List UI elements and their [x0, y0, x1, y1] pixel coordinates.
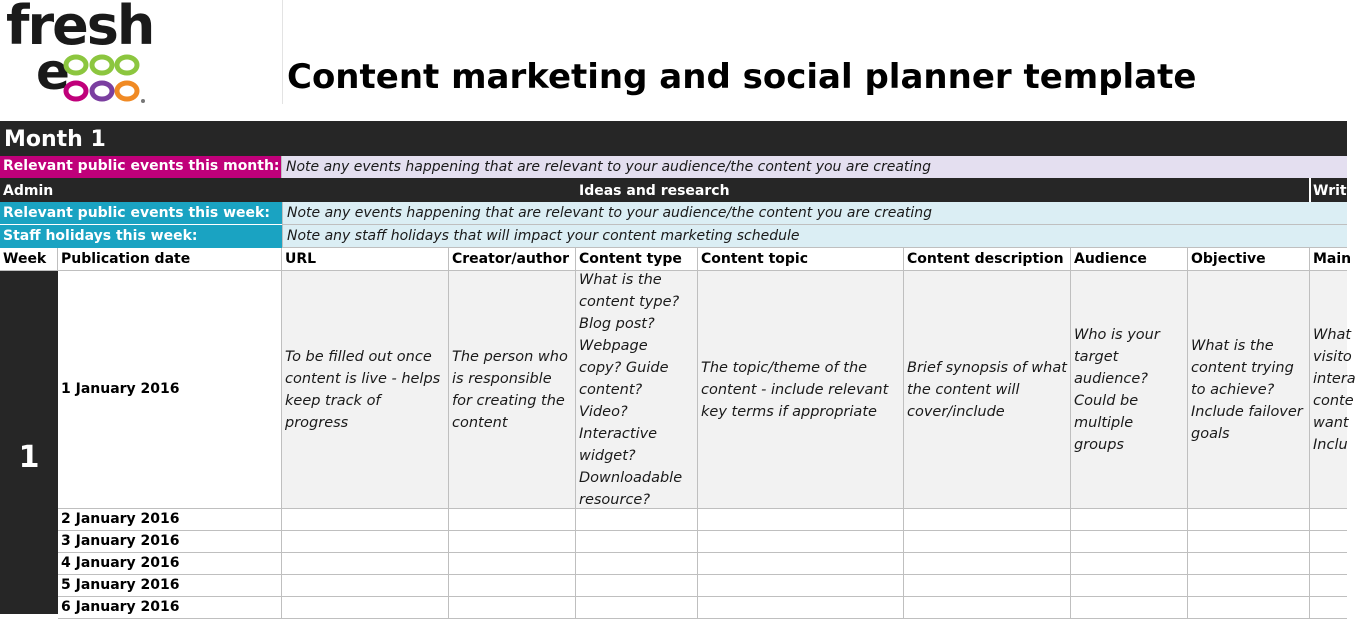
col-main[interactable]: Main	[1310, 248, 1347, 271]
empty-cell[interactable]	[449, 553, 576, 575]
topic-guidance[interactable]	[698, 271, 904, 509]
col-objective[interactable]: Objective	[1188, 248, 1310, 271]
empty-cell[interactable]	[698, 597, 904, 619]
empty-cell[interactable]	[1071, 509, 1188, 531]
empty-cell[interactable]	[282, 553, 449, 575]
empty-cell[interactable]	[576, 575, 698, 597]
col-publication-date[interactable]: Publication date	[58, 248, 282, 271]
col-creator-author[interactable]: Creator/author	[449, 248, 576, 271]
empty-cell[interactable]	[904, 575, 1071, 597]
monthly-events-note[interactable]: Note any events happening that are relevant to your audience/the content you are creating	[282, 156, 1347, 178]
month-header: Month 1	[0, 121, 1347, 156]
empty-cell[interactable]	[698, 509, 904, 531]
logo	[0, 0, 282, 121]
empty-cell[interactable]	[449, 531, 576, 553]
monthly-events-label[interactable]: Relevant public events this month:	[0, 156, 282, 178]
description-guidance-text: Brief synopsis of what the content will cover/include	[907, 359, 1067, 420]
main-guidance[interactable]	[1310, 271, 1356, 509]
logo-eggs-icon	[64, 52, 154, 108]
section-writing: Writi	[1313, 183, 1352, 199]
empty-cell[interactable]	[576, 553, 698, 575]
publication-date-cell[interactable]: 3 January 2016	[58, 531, 282, 553]
weekly-events-note[interactable]: Note any events happening that are relevant to your audience/the content you are creating	[282, 202, 1347, 225]
empty-cell[interactable]	[576, 509, 698, 531]
col-url[interactable]: URL	[282, 248, 449, 271]
empty-cell[interactable]	[698, 531, 904, 553]
logo-divider	[282, 0, 283, 104]
empty-cell[interactable]	[449, 575, 576, 597]
staff-holidays-label[interactable]: Staff holidays this week:	[0, 225, 282, 248]
audience-guidance-text: Who is your target audience? Could be multiple groups	[1074, 326, 1160, 453]
logo-word: fresh	[6, 0, 154, 57]
empty-cell[interactable]	[1188, 509, 1310, 531]
empty-cell[interactable]	[1310, 531, 1347, 553]
empty-cell[interactable]	[576, 531, 698, 553]
empty-cell[interactable]	[1188, 597, 1310, 619]
objective-guidance[interactable]	[1188, 271, 1310, 509]
logo-e: e	[36, 43, 70, 101]
section-admin: Admin	[3, 183, 54, 199]
publication-date-cell[interactable]: 4 January 2016	[58, 553, 282, 575]
topic-guidance-text: The topic/theme of the content - include relevant key terms if appropriate	[701, 359, 889, 420]
empty-cell[interactable]	[904, 597, 1071, 619]
url-guidance[interactable]	[282, 271, 449, 509]
empty-cell[interactable]	[1310, 597, 1347, 619]
content-type-guidance-text: What is the content type? Blog post? Webpage copy? Guide content? Video? Interactive widget? Downloadable resource?	[579, 271, 683, 508]
publication-date-cell[interactable]	[58, 271, 282, 509]
col-content-description[interactable]: Content description	[904, 248, 1071, 271]
empty-cell[interactable]	[1188, 553, 1310, 575]
empty-cell[interactable]	[449, 597, 576, 619]
empty-cell[interactable]	[698, 553, 904, 575]
page-title: Content marketing and social planner template	[287, 57, 1197, 97]
creator-guidance[interactable]	[449, 271, 576, 509]
week-number: 1	[18, 440, 40, 475]
section-divider	[1309, 178, 1311, 202]
creator-guidance-text: The person who is responsible for creating the content	[452, 348, 568, 431]
empty-cell[interactable]	[449, 509, 576, 531]
url-guidance-text: To be filled out once content is live - helps keep track of progress	[285, 348, 441, 431]
empty-cell[interactable]	[1071, 597, 1188, 619]
empty-cell[interactable]	[698, 575, 904, 597]
weekly-events-label[interactable]: Relevant public events this week:	[0, 202, 282, 225]
empty-cell[interactable]	[1310, 575, 1347, 597]
empty-cell[interactable]	[282, 509, 449, 531]
col-content-type[interactable]: Content type	[576, 248, 698, 271]
empty-cell[interactable]	[904, 531, 1071, 553]
audience-guidance[interactable]	[1071, 271, 1188, 509]
content-type-guidance[interactable]	[576, 271, 698, 509]
empty-cell[interactable]	[1188, 531, 1310, 553]
empty-cell[interactable]	[282, 575, 449, 597]
empty-cell[interactable]	[1071, 575, 1188, 597]
date-1: 1 January 2016	[61, 381, 180, 397]
staff-holidays-note[interactable]: Note any staff holidays that will impact your content marketing schedule	[282, 225, 1347, 248]
empty-cell[interactable]	[1188, 575, 1310, 597]
empty-cell[interactable]	[1071, 553, 1188, 575]
col-week[interactable]: Week	[0, 248, 58, 271]
empty-cell[interactable]	[576, 597, 698, 619]
empty-cell[interactable]	[904, 553, 1071, 575]
objective-guidance-text: What is the content trying to achieve? Include failover goals	[1191, 337, 1303, 442]
col-audience[interactable]: Audience	[1071, 248, 1188, 271]
empty-cell[interactable]	[1310, 509, 1347, 531]
col-content-topic[interactable]: Content topic	[698, 248, 904, 271]
publication-date-cell[interactable]: 2 January 2016	[58, 509, 282, 531]
empty-cell[interactable]	[1310, 553, 1347, 575]
empty-cell[interactable]	[282, 531, 449, 553]
main-guidance-text: What visito intera conte want Inclu	[1313, 326, 1356, 453]
description-guidance[interactable]	[904, 271, 1071, 509]
publication-date-cell[interactable]: 5 January 2016	[58, 575, 282, 597]
section-ideas: Ideas and research	[579, 183, 730, 199]
empty-cell[interactable]	[282, 597, 449, 619]
empty-cell[interactable]	[1071, 531, 1188, 553]
empty-cell[interactable]	[904, 509, 1071, 531]
publication-date-cell[interactable]: 6 January 2016	[58, 597, 282, 619]
